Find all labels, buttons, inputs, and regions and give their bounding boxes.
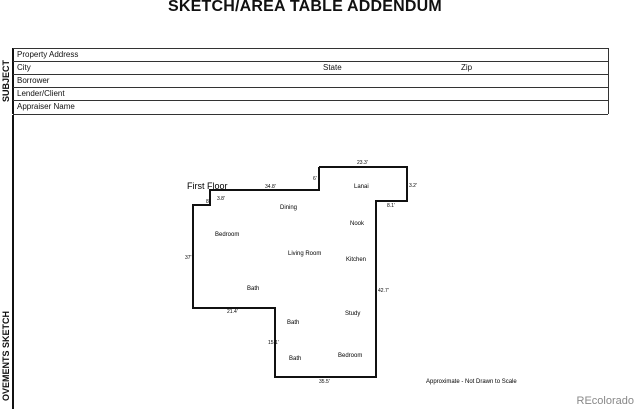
appraiser-name-label: Appraiser Name [17, 102, 75, 111]
room-label-bedroom: Bedroom [338, 353, 363, 359]
dimension-label: 23.3' [357, 160, 368, 166]
floor-plan-outline [193, 167, 407, 377]
watermark: REcolorado [576, 395, 634, 407]
room-label-bath: Bath [289, 356, 302, 362]
dimension-label: 8.1' [387, 203, 395, 209]
dimension-label: 3.2' [409, 183, 417, 189]
room-label-bath: Bath [247, 286, 260, 292]
lender-client-label: Lender/Client [17, 89, 65, 98]
dimension-label: 3.8' [217, 196, 225, 202]
room-label-nook: Nook [350, 221, 365, 227]
room-label-bath: Bath [287, 320, 300, 326]
sketch-section-label: OVEMENTS SKETCH [1, 311, 11, 402]
dimension-label: 34.8' [265, 184, 276, 190]
state-label: State [323, 63, 342, 72]
room-label-dining: Dining [280, 205, 298, 211]
subject-section-label: SUBJECT [1, 60, 11, 103]
property-address-label: Property Address [17, 50, 79, 59]
city-label: City [17, 63, 31, 72]
dimension-label: 37' [185, 255, 192, 261]
dimension-label: 21.4' [227, 309, 238, 315]
scale-note: Approximate - Not Drawn to Scale [426, 379, 517, 385]
room-label-kitchen: Kitchen [346, 257, 367, 263]
dimension-label: 6' [313, 176, 317, 182]
zip-label: Zip [461, 63, 473, 72]
floor-label: First Floor [187, 181, 228, 191]
dimension-label: 8' [206, 199, 210, 205]
room-label-living-room: Living Room [288, 251, 322, 257]
dimension-label: 15.1' [268, 340, 279, 346]
room-label-bedroom: Bedroom [215, 232, 240, 238]
dimension-label: 35.5' [319, 379, 330, 385]
room-label-lanai: Lanai [354, 184, 369, 190]
room-label-study: Study [345, 311, 361, 317]
page-title: SKETCH/AREA TABLE ADDENDUM [168, 0, 442, 15]
dimension-label: 42.7' [378, 288, 389, 294]
borrower-label: Borrower [17, 76, 50, 85]
